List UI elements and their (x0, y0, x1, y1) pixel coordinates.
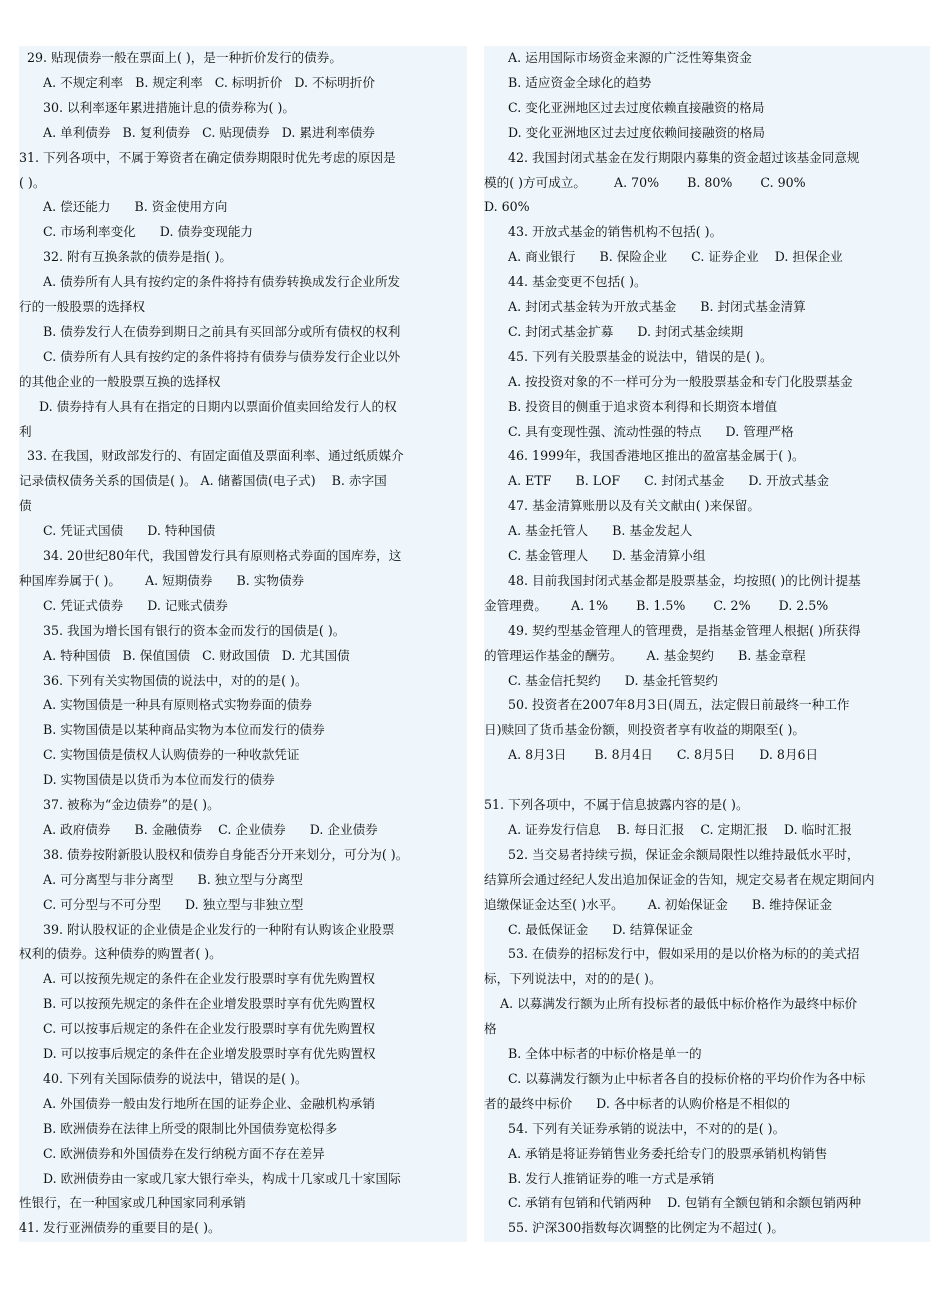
text-line: A. 不规定利率 B. 规定利率 C. 标明折价 D. 不标明折价 (19, 74, 375, 90)
text-line: A. 商业银行 B. 保险企业 C. 证券企业 D. 担保企业 (484, 249, 843, 265)
text-line: 结算所会通过经纪人发出追加保证金的告知，规定交易者在规定期间内 (484, 871, 875, 887)
text-line: ( )。 (19, 174, 46, 190)
text-line: 者的最终中标价 D. 各中标者的认购价格是不相似的 (484, 1095, 791, 1111)
text-line: 46. 1999年，我国香港地区推出的盈富基金属于( )。 (484, 448, 805, 464)
text-line: 35. 我国为增长国有银行的资本金而发行的国债是( )。 (19, 622, 346, 638)
text-line: 的管理运作基金的酬劳。 A. 基金契约 B. 基金章程 (484, 647, 806, 663)
text-line: 43. 开放式基金的销售机构不包括( )。 (484, 224, 723, 240)
text-line: C. 可以按事后规定的条件在企业发行股票时享有优先购置权 (19, 1021, 376, 1037)
text-line: 29. 贴现债券一般在票面上( )，是一种折价发行的债券。 (19, 50, 342, 65)
text-line: A. 按投资对象的不一样可分为一般股票基金和专门化股票基金 (484, 373, 853, 389)
text-line: A. 特种国债 B. 保值国债 C. 财政国债 D. 尤其国债 (19, 647, 350, 663)
text-line: C. 欧洲债券和外国债券在发行纳税方面不存在差异 (19, 1145, 325, 1161)
text-line: 50. 投资者在2007年8月3日(周五，法定假日前最终一种工作 (484, 697, 850, 713)
text-line: 53. 在债券的招标发行中，假如采用的是以价格为标的的美式招 (484, 946, 860, 962)
text-line: D. 变化亚洲地区过去过度依赖间接融资的格局 (484, 124, 765, 140)
text-line: C. 凭证式国债 D. 特种国债 (19, 523, 216, 539)
text-line: C. 市场利率变化 D. 债券变现能力 (19, 224, 254, 240)
text-line: 40. 下列有关国际债券的说法中，错误的是( )。 (19, 1070, 308, 1086)
text-line: 日)赎回了货币基金份额，则投资者享有收益的期限至( )。 (484, 722, 805, 738)
text-line: 种国库券属于( )。 A. 短期债券 B. 实物债券 (19, 572, 305, 588)
text-line: B. 适应资金全球化的趋势 (484, 74, 652, 90)
text-line: C. 基金信托契约 D. 基金托管契约 (484, 672, 719, 688)
text-line: D. 可以按事后规定的条件在企业增发股票时享有优先购置权 (19, 1046, 376, 1061)
text-line: A. 债券所有人具有按约定的条件将持有债券转换成发行企业所发 (19, 274, 401, 290)
text-line: 41. 发行亚洲债券的重要目的是( )。 (19, 1220, 221, 1236)
text-line: A. 证券发行信息 B. 每日汇报 C. 定期汇报 D. 临时汇报 (484, 821, 852, 837)
text-line: A. ETF B. LOF C. 封闭式基金 D. 开放式基金 (484, 473, 829, 489)
text-line: C. 具有变现性强、流动性强的特点 D. 管理严格 (484, 423, 794, 439)
text-line: B. 欧洲债券在法律上所受的限制比外国债券宽松得多 (19, 1120, 338, 1136)
text-line: C. 以募满发行额为止中标者各自的投标价格的平均价作为各中标 (484, 1070, 866, 1086)
text-line: B. 可以按预先规定的条件在企业增发股票时享有优先购置权 (19, 996, 376, 1012)
text-line: C. 最低保证金 D. 结算保证金 (484, 921, 693, 937)
text-line: 47. 基金清算账册以及有关文献由( )来保留。 (484, 498, 760, 514)
text-line: 54. 下列有关证券承销的说法中，不对的的是( )。 (484, 1120, 786, 1136)
text-line: 格 (484, 1021, 497, 1037)
text-line: 性银行，在一种国家或几种国家同利承销 (19, 1195, 246, 1211)
text-line: A. 外国债券一般由发行地所在国的证券企业、金融机构承销 (19, 1095, 375, 1111)
text-line: C. 凭证式债券 D. 记账式债券 (19, 597, 228, 613)
text-line: 记录债权债务关系的国债是( )。 A. 储蓄国债(电子式) B. 赤字国 (19, 473, 387, 489)
text-line: 债 (19, 498, 32, 514)
right-column (484, 46, 930, 1242)
text-line: A. 实物国债是一种具有原则格式实物券面的债券 (19, 697, 312, 713)
text-line: 33. 在我国，财政部发行的、有固定面值及票面利率、通过纸质媒介 (19, 448, 404, 464)
text-line: 金管理费。 A. 1% B. 1.5% C. 2% D. 2.5% (484, 597, 829, 613)
text-line: C. 债券所有人具有按约定的条件将持有债券与债券发行企业以外 (19, 348, 401, 364)
text-line: A. 运用国际市场资金来源的广泛性筹集资金 (484, 50, 752, 65)
text-line: A. 可以按预先规定的条件在企业发行股票时享有优先购置权 (19, 971, 375, 987)
text-line: 32. 附有互换条款的债券是指( )。 (19, 249, 233, 265)
text-line: 追缴保证金达至( )水平。 A. 初始保证金 B. 维持保证金 (484, 896, 833, 912)
text-line: 模的( )方可成立。 A. 70% B. 80% C. 90% (484, 174, 806, 190)
text-line: 55. 沪深300指数每次调整的比例定为不超过( )。 (484, 1220, 785, 1236)
text-line: B. 债券发行人在债券到期日之前具有买回部分或所有债权的权利 (19, 323, 401, 339)
text-line: 行的一般股票的选择权 (19, 299, 145, 314)
text-line: A. 封闭式基金转为开放式基金 B. 封闭式基金清算 (484, 299, 806, 314)
text-line: 52. 当交易者持续亏损，保证金余额局限性以维持最低水平时， (484, 846, 860, 862)
text-line: A. 可分离型与非分离型 B. 独立型与分离型 (19, 871, 303, 887)
text-line: C. 基金管理人 D. 基金清算小组 (484, 548, 706, 563)
left-column (19, 46, 467, 1242)
text-line: B. 全体中标者的中标价格是单一的 (484, 1046, 702, 1061)
text-line: 31. 下列各项中，不属于筹资者在确定债券期限时优先考虑的原因是 (19, 149, 396, 165)
text-line: A. 单利债券 B. 复利债券 C. 贴现债券 D. 累进利率债券 (19, 124, 375, 140)
text-line: 38. 债券按附新股认股权和债券自身能否分开来划分，可分为( )。 (19, 846, 409, 862)
text-line: C. 变化亚洲地区过去过度依赖直接融资的格局 (484, 99, 765, 115)
text-line: A. 以募满发行额为止所有投标者的最低中标价格作为最终中标价 (484, 996, 858, 1012)
text-line: B. 投资目的侧重于追求资本利得和长期资本增值 (484, 398, 778, 414)
text-line: 39. 附认股权证的企业债是企业发行的一种附有认购该企业股票 (19, 921, 395, 937)
text-line: D. 实物国债是以货币为本位而发行的债券 (19, 772, 275, 788)
text-line: 42. 我国封闭式基金在发行期限内募集的资金超过该基金同意规 (484, 149, 860, 165)
text-line: 51. 下列各项中，不属于信息披露内容的是( )。 (484, 797, 749, 812)
text-line: 30. 以利率逐年累进措施计息的债券称为( )。 (19, 99, 295, 115)
text-line: D. 欧洲债券由一家或几家大银行牵头，构成十几家或几十家国际 (19, 1170, 401, 1186)
text-line: A. 偿还能力 B. 资金使用方向 (19, 199, 228, 215)
text-line: C. 实物国债是债权人认购债券的一种收款凭证 (19, 747, 300, 763)
text-line: B. 实物国债是以某种商品实物为本位而发行的债券 (19, 722, 325, 738)
text-line: 36. 下列有关实物国债的说法中，对的的是( )。 (19, 672, 308, 688)
text-line: A. 基金托管人 B. 基金发起人 (484, 523, 693, 539)
text-line: C. 可分型与不可分型 D. 独立型与非独立型 (19, 896, 304, 912)
text-line: D. 60% (484, 199, 530, 215)
text-line: 45. 下列有关股票基金的说法中，错误的是( )。 (484, 348, 773, 364)
text-line: A. 政府债券 B. 金融债券 C. 企业债券 D. 企业债券 (19, 821, 378, 837)
text-line: 34. 20世纪80年代，我国曾发行具有原则格式券面的国库券，这 (19, 548, 402, 563)
text-line: C. 承销有包销和代销两种 D. 包销有全额包销和余额包销两种 (484, 1195, 862, 1211)
text-line: A. 8月3日 B. 8月4日 C. 8月5日 D. 8月6日 (484, 747, 819, 763)
text-line: D. 债券持有人具有在指定的日期内以票面价值卖回给发行人的权 (19, 398, 397, 414)
text-line: 标，下列说法中，对的的是( )。 (484, 971, 662, 987)
text-line: B. 发行人推销证券的唯一方式是承销 (484, 1170, 715, 1186)
text-line: 44. 基金变更不包括( )。 (484, 274, 647, 290)
text-line: 的其他企业的一般股票互换的选择权 (19, 373, 221, 389)
text-line: 利 (19, 423, 32, 439)
text-line: 权利的债券。这种债券的购置者( )。 (19, 946, 222, 962)
text-line: C. 封闭式基金扩募 D. 封闭式基金续期 (484, 323, 744, 339)
text-line: 48. 目前我国封闭式基金都是股票基金，均按照( )的比例计提基 (484, 572, 861, 588)
text-line: 49. 契约型基金管理人的管理费，是指基金管理人根据( )所获得 (484, 622, 861, 638)
text-line: 37. 被称为“金边债券”的是( )。 (19, 797, 220, 812)
text-line: A. 承销是将证券销售业务委托给专门的股票承销机构销售 (484, 1145, 828, 1161)
